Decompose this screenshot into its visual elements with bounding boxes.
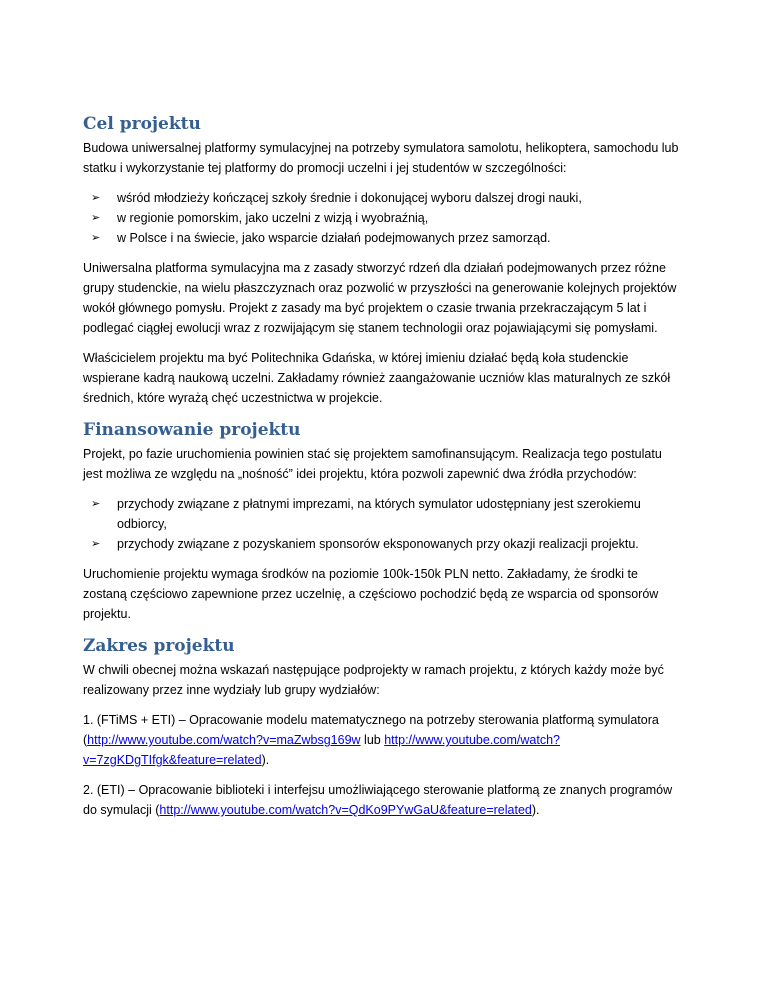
youtube-link-3[interactable]: http://www.youtube.com/watch?v=QdKo9PYwGaU&feature=related	[159, 803, 532, 817]
list-item: ➢ przychody związane z płatnymi imprezami, na których symulator udostępniany jest szerokiemu odbiorcy,	[83, 494, 683, 534]
document-page	[83, 112, 683, 830]
list-item: ➢ w Polsce i na świecie, jako wsparcie działań podejmowanych przez samorząd.	[83, 228, 683, 248]
paragraph: Budowa uniwersalnej platformy symulacyjnej na potrzeby symulatora samolotu, helikoptera, samochodu lub statku i wykorzystanie tej platformy do promocji uczelni i jej studentów w szczególności:	[83, 141, 679, 175]
list-item: ➢ przychody związane z pozyskaniem sponsorów eksponowanych przy okazji realizacji projektu.	[83, 534, 683, 554]
arrow-bullet-icon: ➢	[91, 212, 101, 224]
youtube-link-2[interactable]: http://www.youtube.com/watch?v=7zgKDgTIfgk&feature=related	[83, 733, 560, 767]
bullet-list	[83, 188, 683, 248]
subproject-item-1: 1. (FTiMS + ETI) – Opracowanie modelu matematycznego na potrzeby sterowania platformą symulatora (http://www.youtube.com/watch?v=maZwbsg169w lub http://www.youtube.com/watch?v=7zgKDgTIfgk&feature=related).	[83, 713, 659, 767]
heading-finansowanie-projektu: Finansowanie projektu	[83, 420, 301, 440]
section-cel-projektu	[83, 112, 683, 408]
section-zakres-projektu	[83, 634, 683, 820]
section-finansowanie-projektu	[83, 418, 683, 624]
list-item: ➢ w regionie pomorskim, jako uczelni z wizją i wyobraźnią,	[83, 208, 683, 228]
paragraph: Uruchomienie projektu wymaga środków na poziomie 100k-150k PLN netto. Zakładamy, że środki te zostaną częściowo zapewnione przez uczelnię, a częściowo pochodzić będą ze wsparcia od sponsorów projektu.	[83, 567, 659, 621]
arrow-bullet-icon: ➢	[91, 538, 101, 550]
youtube-link-1[interactable]: http://www.youtube.com/watch?v=maZwbsg169w	[87, 733, 361, 747]
paragraph: Właścicielem projektu ma być Politechnika Gdańska, w której imieniu działać będą koła studenckie wspierane kadrą naukową uczelni. Zakładamy również zaangażowanie uczniów klas maturalnych ze szkół średnich, które wyrażą chęć uczestnictwa w projekcie.	[83, 351, 671, 405]
heading-cel-projektu: Cel projektu	[83, 114, 201, 134]
bullet-list	[83, 494, 683, 554]
paragraph: Projekt, po fazie uruchomienia powinien stać się projektem samofinansującym. Realizacja tego postulatu jest możliwa ze względu na „nośność” idei projektu, która pozwoli zapewnić dwa źródła przychodów:	[83, 447, 662, 481]
arrow-bullet-icon: ➢	[91, 192, 101, 204]
subproject-item-2: 2. (ETI) – Opracowanie biblioteki i interfejsu umożliwiającego sterowanie platformą ze znanych programów do symulacji (http://www.youtube.com/watch?v=QdKo9PYwGaU&feature=related).	[83, 783, 673, 817]
paragraph: Uniwersalna platforma symulacyjna ma z zasady stworzyć rdzeń dla działań podejmowanych przez różne grupy studenckie, na wielu płaszczyznach oraz pozwolić w przyszłości na generowanie kolejnych projektów wokół głównego pomysłu. Projekt z zasady ma być projektem o czasie trwania przekraczającym 5 lat i podlegać ciągłej ewolucji wraz z rozwijającym się stanem technologii oraz pojawiającymi się pomysłami.	[83, 261, 677, 335]
arrow-bullet-icon: ➢	[91, 498, 101, 510]
list-item: ➢ wśród młodzieży kończącej szkoły średnie i dokonującej wyboru dalszej drogi nauki,	[83, 188, 683, 208]
paragraph: W chwili obecnej można wskazań następujące podprojekty w ramach projektu, z których każdy może być realizowany przez inne wydziały lub grupy wydziałów:	[83, 663, 664, 697]
heading-zakres-projektu: Zakres projektu	[83, 636, 235, 656]
arrow-bullet-icon: ➢	[91, 232, 101, 244]
